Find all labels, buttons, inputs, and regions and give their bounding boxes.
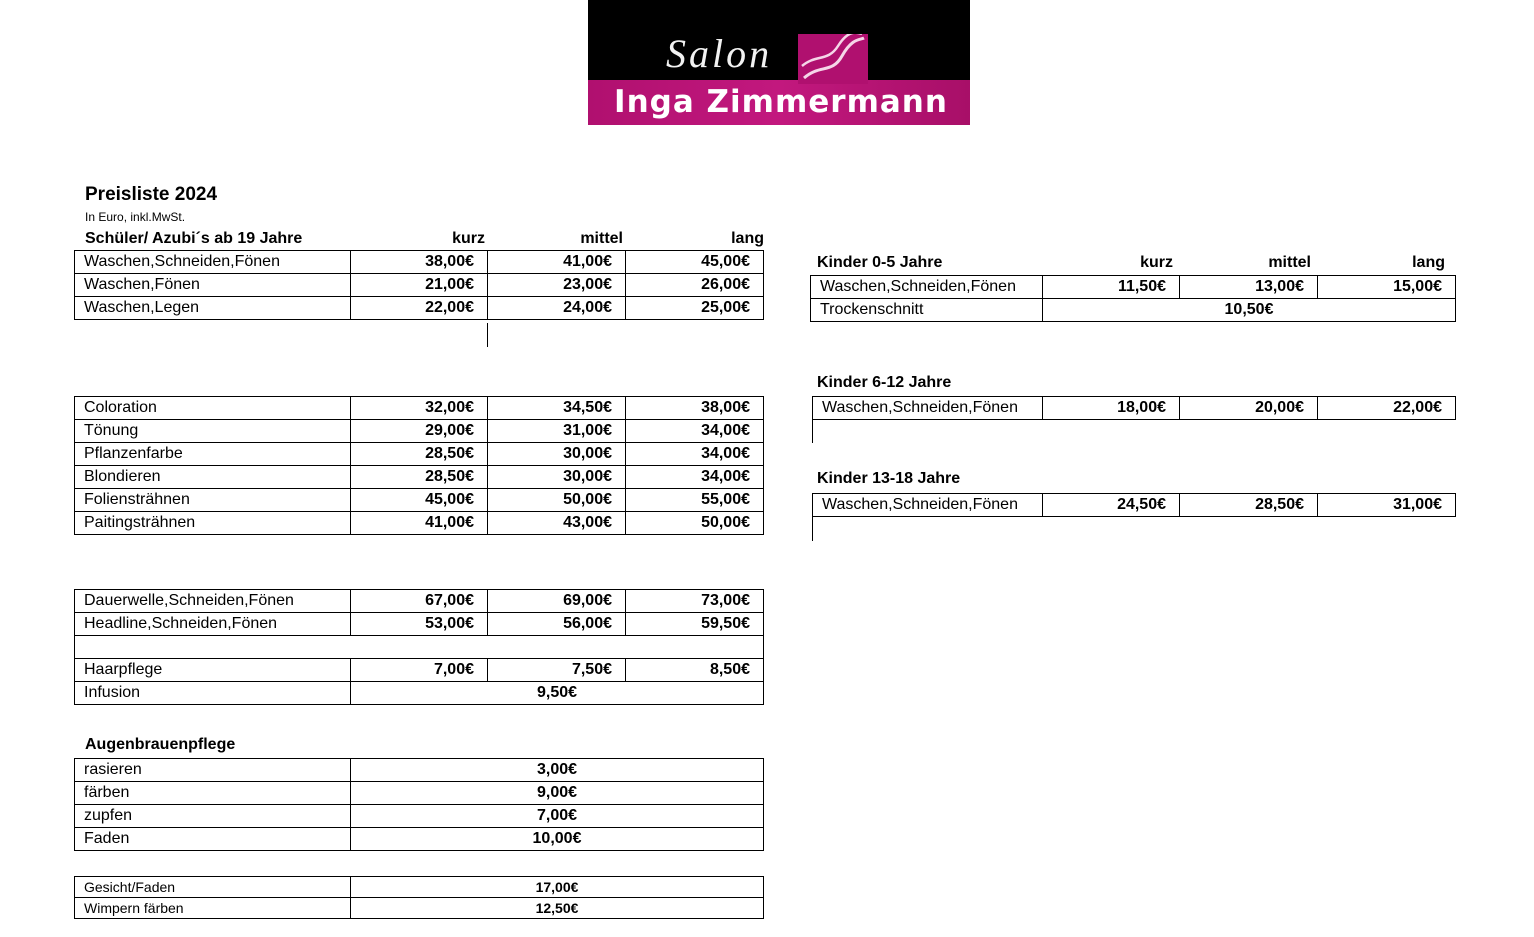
service-label: Coloration [75, 397, 351, 420]
price-kurz: 21,00€ [351, 274, 488, 297]
price-lang: 45,00€ [626, 251, 764, 274]
price-lang: 26,00€ [626, 274, 764, 297]
price-kurz: 28,50€ [351, 466, 488, 489]
price-lang: 59,50€ [626, 613, 764, 636]
table-row [75, 782, 764, 805]
perm-price-table [74, 589, 764, 705]
price-flat: 9,50€ [351, 682, 764, 705]
table-row [75, 805, 764, 828]
price-mittel: 20,00€ [1180, 397, 1318, 420]
logo-name-text: Inga Zimmermann [614, 84, 948, 120]
service-label: Faden [75, 828, 351, 851]
price-lang: 55,00€ [626, 489, 764, 512]
table-row [75, 682, 764, 705]
service-label: rasieren [75, 759, 351, 782]
divider [812, 516, 813, 541]
price-mittel: 41,00€ [488, 251, 626, 274]
kids-0-5-heading: Kinder 0-5 Jahre [817, 254, 943, 271]
price-flat: 3,00€ [351, 759, 764, 782]
table-row [811, 299, 1456, 322]
service-label: Blondieren [75, 466, 351, 489]
price-kurz: 24,50€ [1043, 494, 1180, 517]
table-row [75, 466, 764, 489]
service-label: Waschen,Schneiden,Fönen [811, 276, 1043, 299]
price-kurz: 32,00€ [351, 397, 488, 420]
color-price-table [74, 396, 764, 535]
kids-13-18-heading: Kinder 13-18 Jahre [817, 470, 961, 487]
price-flat: 10,00€ [351, 828, 764, 851]
service-label: Pflanzenfarbe [75, 443, 351, 466]
price-mittel: 34,50€ [488, 397, 626, 420]
service-label: Wimpern färben [75, 898, 351, 919]
price-lang: 31,00€ [1318, 494, 1456, 517]
table-row [75, 828, 764, 851]
service-label: färben [75, 782, 351, 805]
kids-6-12-price-table [812, 396, 1456, 420]
price-kurz: 38,00€ [351, 251, 488, 274]
price-lang: 15,00€ [1318, 276, 1456, 299]
price-mittel: 69,00€ [488, 590, 626, 613]
table-row [75, 297, 764, 320]
price-flat: 10,50€ [1043, 299, 1456, 322]
price-flat: 17,00€ [351, 877, 764, 898]
price-mittel: 23,00€ [488, 274, 626, 297]
price-kurz: 11,50€ [1043, 276, 1180, 299]
price-mittel: 56,00€ [488, 613, 626, 636]
price-lang: 34,00€ [626, 466, 764, 489]
price-lang: 34,00€ [626, 443, 764, 466]
service-label: Waschen,Fönen [75, 274, 351, 297]
price-lang: 50,00€ [626, 512, 764, 535]
service-label: Paitingsträhnen [75, 512, 351, 535]
price-mittel: 28,50€ [1180, 494, 1318, 517]
table-row [75, 420, 764, 443]
table-row [75, 877, 764, 898]
brows-heading: Augenbrauenpflege [85, 736, 236, 753]
service-label: Trockenschnitt [811, 299, 1043, 322]
price-mittel: 43,00€ [488, 512, 626, 535]
table-row [75, 636, 764, 659]
table-row [811, 276, 1456, 299]
empty-row [75, 636, 764, 659]
service-label: Tönung [75, 420, 351, 443]
price-mittel: 24,00€ [488, 297, 626, 320]
price-kurz: 22,00€ [351, 297, 488, 320]
kids-6-12-heading: Kinder 6-12 Jahre [817, 374, 952, 391]
price-kurz: 29,00€ [351, 420, 488, 443]
price-lang: 73,00€ [626, 590, 764, 613]
table-row [75, 590, 764, 613]
page-title: Preisliste 2024 [85, 184, 218, 205]
table-row [75, 613, 764, 636]
service-label: Waschen,Legen [75, 297, 351, 320]
service-label: Haarpflege [75, 659, 351, 682]
kids-column-mittel-header: mittel [1268, 254, 1311, 271]
page-subtitle: In Euro, inkl.MwSt. [85, 210, 186, 224]
adults-price-table [74, 250, 764, 320]
service-label: Foliensträhnen [75, 489, 351, 512]
table-row [75, 251, 764, 274]
price-kurz: 7,00€ [351, 659, 488, 682]
kids-13-18-price-table [812, 493, 1456, 517]
service-label: Infusion [75, 682, 351, 705]
divider [487, 323, 488, 347]
table-row [75, 512, 764, 535]
service-label: Gesicht/Faden [75, 877, 351, 898]
table-row [75, 274, 764, 297]
price-mittel: 50,00€ [488, 489, 626, 512]
price-kurz: 53,00€ [351, 613, 488, 636]
price-kurz: 67,00€ [351, 590, 488, 613]
service-label: Dauerwelle,Schneiden,Fönen [75, 590, 351, 613]
logo-wave-icon [798, 34, 868, 84]
table-row [813, 397, 1456, 420]
price-lang: 8,50€ [626, 659, 764, 682]
price-mittel: 7,50€ [488, 659, 626, 682]
service-label: Waschen,Schneiden,Fönen [75, 251, 351, 274]
kids-column-lang-header: lang [1412, 254, 1445, 271]
kids-column-kurz-header: kurz [1140, 254, 1173, 271]
adults-heading: Schüler/ Azubi´s ab 19 Jahre [85, 230, 303, 247]
price-kurz: 28,50€ [351, 443, 488, 466]
kids-0-5-price-table [810, 275, 1456, 322]
price-kurz: 45,00€ [351, 489, 488, 512]
price-flat: 7,00€ [351, 805, 764, 828]
price-kurz: 41,00€ [351, 512, 488, 535]
price-flat: 12,50€ [351, 898, 764, 919]
divider [812, 419, 813, 443]
price-flat: 9,00€ [351, 782, 764, 805]
table-row [75, 397, 764, 420]
table-row [813, 494, 1456, 517]
price-lang: 22,00€ [1318, 397, 1456, 420]
table-row [75, 489, 764, 512]
column-lang-header: lang [731, 230, 764, 247]
column-kurz-header: kurz [452, 230, 485, 247]
price-lang: 38,00€ [626, 397, 764, 420]
extras-price-table [74, 876, 764, 919]
price-mittel: 30,00€ [488, 466, 626, 489]
table-row [75, 659, 764, 682]
service-label: Headline,Schneiden,Fönen [75, 613, 351, 636]
price-lang: 25,00€ [626, 297, 764, 320]
salon-logo [588, 0, 970, 125]
service-label: Waschen,Schneiden,Fönen [813, 397, 1043, 420]
column-mittel-header: mittel [580, 230, 623, 247]
table-row [75, 443, 764, 466]
price-mittel: 13,00€ [1180, 276, 1318, 299]
price-lang: 34,00€ [626, 420, 764, 443]
price-mittel: 30,00€ [488, 443, 626, 466]
service-label: Waschen,Schneiden,Fönen [813, 494, 1043, 517]
service-label: zupfen [75, 805, 351, 828]
table-row [75, 898, 764, 919]
brows-price-table [74, 758, 764, 851]
price-kurz: 18,00€ [1043, 397, 1180, 420]
price-mittel: 31,00€ [488, 420, 626, 443]
table-row [75, 759, 764, 782]
logo-salon-text: Salon [666, 31, 773, 76]
